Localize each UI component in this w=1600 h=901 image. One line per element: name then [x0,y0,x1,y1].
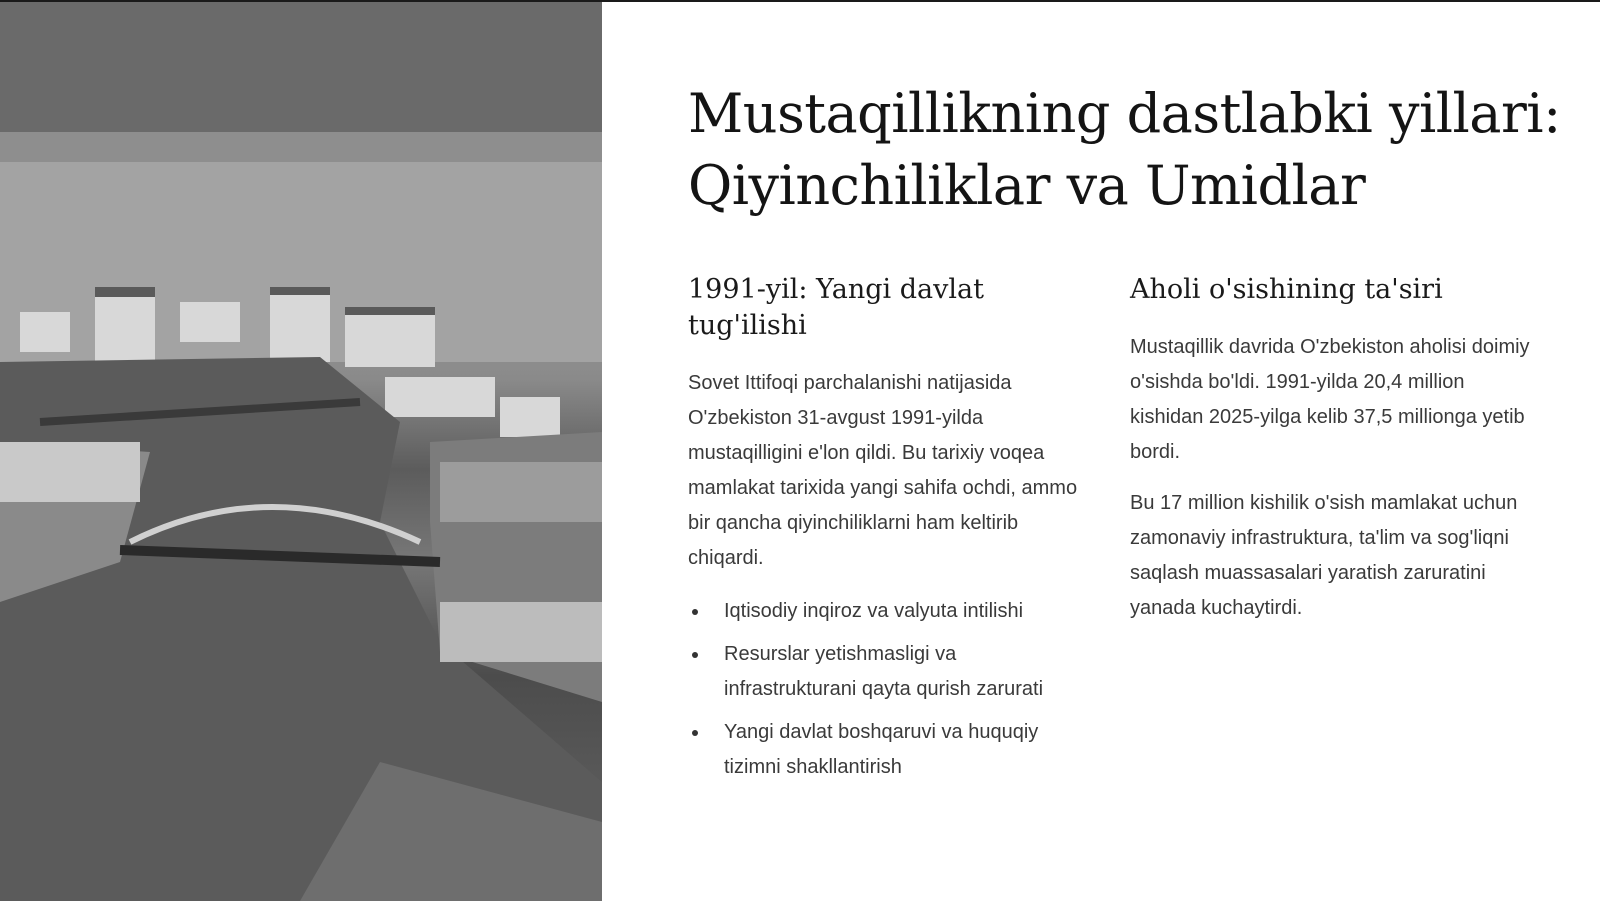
bullet-list [688,594,1078,785]
list-item [688,637,1078,707]
right-paragraph-1: Mustaqillik davrida O'zbekiston aholisi doimiy o'sishda bo'ldi. 1991-yilda 20,4 million kishidan 2025-yilga kelib 37,5 millionga yetib bordi. [1130,336,1530,463]
right-heading: Aholi o'sishining ta'siri [1130,274,1443,305]
right-paragraph-2: Bu 17 million kishilik o'sish mamlakat uchun zamonaviy infrastruktura, ta'lim va sog'liqni saqlash muassasalari yaratish zaruratini yanada kuchaytirdi. [1130,492,1518,619]
sky [0,2,602,142]
bullet-text: Iqtisodiy inqiroz va valyuta intilishi [724,600,1024,622]
bullet-dot-icon [692,730,698,736]
warehouse-left [0,442,140,502]
bullet-dot-icon [692,609,698,615]
list-item [688,594,1078,629]
city-photo-illustration [0,2,602,901]
bullet-text: Resurslar yetishmasligi va infrastrukturani qayta qurish zarurati [724,643,1044,700]
left-heading: 1991-yil: Yangi davlat tug'ilishi [688,274,984,341]
right-column [1130,272,1530,642]
left-paragraph: Sovet Ittifoqi parchalanishi natijasida O'zbekiston 31-avgust 1991-yilda mustaqilligini e'lon qildi. Bu tarixiy voqea mamlakat tarixida yangi sahifa ochdi, ammo bir qancha qiyinchiliklarni ham keltirib chiqardi. [688,372,1078,569]
city-river-photo [0,2,602,901]
slide-title: Mustaqillikning dastlabki yillari: Qiyinchiliklar va Umidlar [688,82,1561,217]
left-column [688,272,1078,793]
warehouse-right [440,462,602,522]
bullet-dot-icon [692,652,698,658]
warehouse-right-lower [440,602,602,662]
list-item [688,715,1078,785]
bullet-text: Yangi davlat boshqaruvi va huquqiy tizimni shakllantirish [724,721,1039,778]
haze [0,132,602,162]
